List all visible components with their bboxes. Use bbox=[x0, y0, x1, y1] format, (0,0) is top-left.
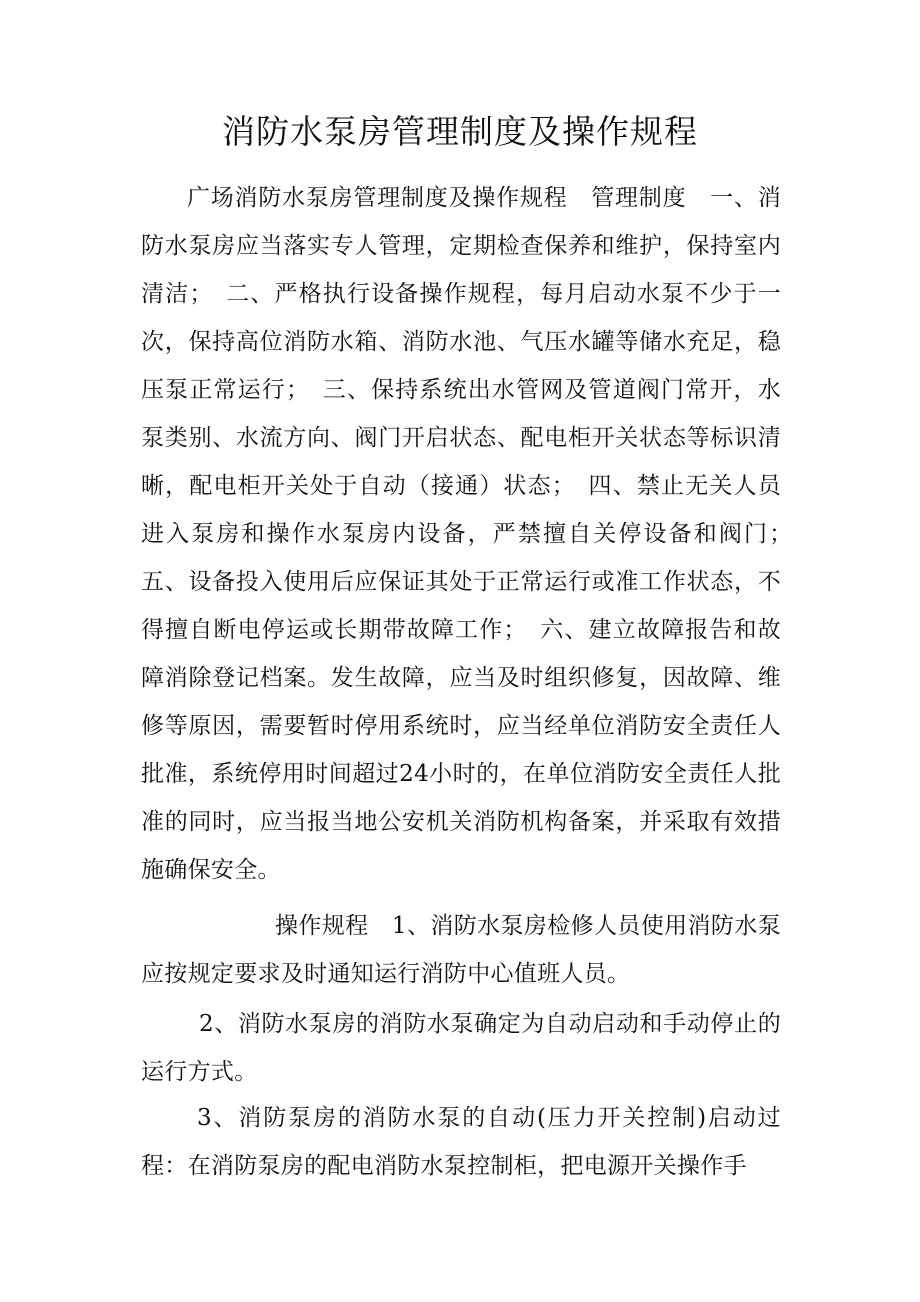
paragraph-operation-procedure-1: 操作规程 1、消防水泵房检修人员使用消防水泵应按规定要求及时通知运行消防中心值班人员。 bbox=[141, 913, 781, 987]
paragraph-operation-procedure-3: 3、消防泵房的消防水泵的自动(压力开关控制)启动过程：在消防泵房的配电消防水泵控制柜，把电源开关操作手 bbox=[141, 1105, 781, 1179]
document-title: 消防水泵房管理制度及操作规程 bbox=[222, 112, 698, 151]
paragraph-operation-procedure-2: 2、消防水泵房的消防水泵确定为自动启动和手动停止的运行方式。 bbox=[141, 1011, 781, 1085]
paragraph-management-rules: 广场消防水泵房管理制度及操作规程 管理制度 一、消防水泵房应当落实专人管理，定期检查保养和维护，保持室内清洁； 二、严格执行设备操作规程，每月启动水泵不少于一次，保持高位消防水箱、消防水池、气压水罐等储水充足，稳压泵正常运行； 三、保持系统出水管网及管道阀门常开，水泵类别、水流方向、阀门开启状态、配电柜开关状态等标识清晰，配电柜开关处于自动（接通）状态； 四、禁止无关人员进入泵房和操作水泵房内设备，严禁擅自关停设备和阀门； 五、设备投入使用后应保证其处于正常运行或准工作状态，不得擅自断电停运或长期带故障工作； 六、建立故障报告和故障消除登记档案。发生故障，应当及时组织修复，因故障、维修等原因，需要暂时停用系统时，应当经单位消防安全责任人批准，系统停用时间超过24小时的，在单位消防安全责任人批准的同时，应当报当地公安机关消防机构备案，并采取有效措施确保安全。 bbox=[141, 185, 805, 883]
